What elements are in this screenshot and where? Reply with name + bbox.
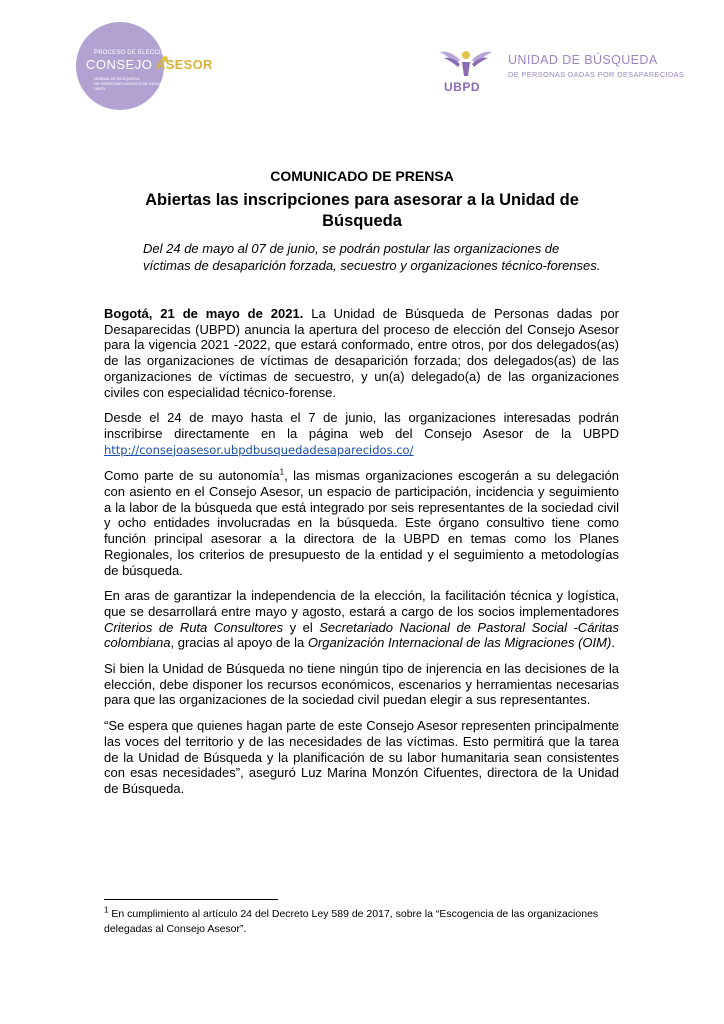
footnote-divider [104, 899, 278, 900]
org-secretariado: Secretariado Nacional de Pastoral Social -Cáritas colombiana [104, 619, 619, 651]
dateline: Bogotá, 21 de mayo de 2021. [104, 306, 304, 321]
paragraph-2-text: Desde el 24 de mayo hasta el 7 de junio, las organizaciones interesadas podrán inscribirse directamente en la página web del Consejo Asesor de la UBPD [104, 410, 619, 441]
paragraph-5: Si bien la Unidad de Búsqueda no tiene ningún tipo de injerencia en las decisiones de la elección, debe disponer los recursos económicos, escenarios y herramientas necesarias para que las organizaciones de la sociedad civil puedan elegir a sus representantes. [104, 661, 619, 708]
logo-top-line: PROCESO DE ELECCIÓN [94, 50, 171, 56]
footnote-ref[interactable]: 1 [279, 468, 285, 477]
page-header [0, 0, 724, 130]
website-link[interactable]: http://consejoasesor.ubpdbusquedadesaparecidos.co/ [104, 442, 414, 457]
paragraph-1 [104, 306, 619, 400]
org-criterios: Criterios de Ruta Consultores [104, 619, 284, 635]
paragraph-4-text-d: . [611, 635, 615, 651]
ubpd-title: UNIDAD DE BÚSQUEDA [508, 53, 658, 67]
paragraph-2 [104, 410, 619, 458]
press-release-label: COMUNICADO DE PRENSA [270, 168, 454, 184]
logo-sub-3: UBPD [94, 86, 106, 91]
paragraph-4 [104, 588, 619, 651]
paragraph-3-text-b: , las mismas organizaciones escogerán a su delegación con asiento en el Consejo Asesor, un espacio de participación, incidencia y seguimiento a la labor de la búsqueda que está integrado por seis representantes de la sociedad civil y ocho entidades involucradas en la búsqueda. Este órgano consultivo tiene como función principal asesorar a la directora de la UBPD en temas como los Planes Regionales, los criterios de presupuesto de la entidad y el seguimiento a metodologías de búsqueda. [104, 468, 619, 578]
paragraph-4-text-b: y el [283, 619, 320, 635]
ubpd-subtitle: DE PERSONAS DADAS POR DESAPARECIDAS [508, 70, 685, 79]
footnote [104, 907, 624, 937]
paragraph-3 [104, 468, 619, 578]
lead-paragraph: Del 24 de mayo al 07 de junio, se podrán postular las organizaciones de víctimas de desaparición forzada, secuestro y organizaciones técnico-forenses. [143, 241, 601, 273]
footnote-text: En cumplimiento al artículo 24 del Decreto Ley 589 de 2017, sobre la “Escogencia de las organizaciones delegadas al Consejo Asesor”. [104, 908, 599, 935]
logo-sub-lines [94, 76, 182, 91]
paragraph-4-text-a: En aras de garantizar la independencia de la elección, la facilitación técnica y logística, que se desarrollará entre mayo y agosto, estará a cargo de los socios implementadores [104, 588, 619, 619]
article-body [104, 306, 619, 807]
ubpd-acronym: UBPD [444, 80, 481, 94]
paragraph-1-text: La Unidad de Búsqueda de Personas dadas por Desaparecidas (UBPD) anuncia la apertura del proceso de elección del Consejo Asesor para la vigencia 2021 -2022, que estará conformado, entre otros, por dos delegados(as) de las organizaciones de víctimas de desaparición forzada; dos delegados(as) de las organizaciones de víctimas de secuestro, y un(a) delegado(a) de las organizaciones civiles con especialidad técnico-forense. [104, 306, 620, 400]
consejo-asesor-logo [66, 22, 246, 110]
org-oim: Organización Internacional de las Migraciones (OIM) [307, 635, 612, 651]
paragraph-6: “Se espera que quienes hagan parte de este Consejo Asesor representen principalmente las voces del territorio y de las necesidades de las víctimas. Esto permitirá que la tarea de la Unidad de Búsqueda y la planificación de su labor humanitaria sean consistentes con esas necesidades”, aseguró Luz Marina Monzón Cifuentes, directora de la Unidad de Búsqueda. [104, 718, 619, 796]
logo-sub-1: UNIDAD DE BÚSQUEDA [94, 76, 140, 81]
footnote-marker: 1 [104, 905, 109, 915]
logo-sub-2: DE PERSONAS DADAS POR DESAPARECIDAS [94, 81, 183, 86]
headline: Abiertas las inscripciones para asesorar a la Unidad de Búsqueda [145, 191, 579, 230]
paragraph-3-text-a: Como parte de su autonomía [104, 468, 280, 484]
ubpd-logo [434, 48, 685, 98]
logo-word-asesor: ASESOR [156, 57, 213, 72]
ubpd-emblem-icon [436, 48, 496, 78]
paragraph-4-text-c: , gracias al apoyo de la [170, 635, 308, 651]
logo-word-consejo: CONSEJO [86, 57, 153, 72]
